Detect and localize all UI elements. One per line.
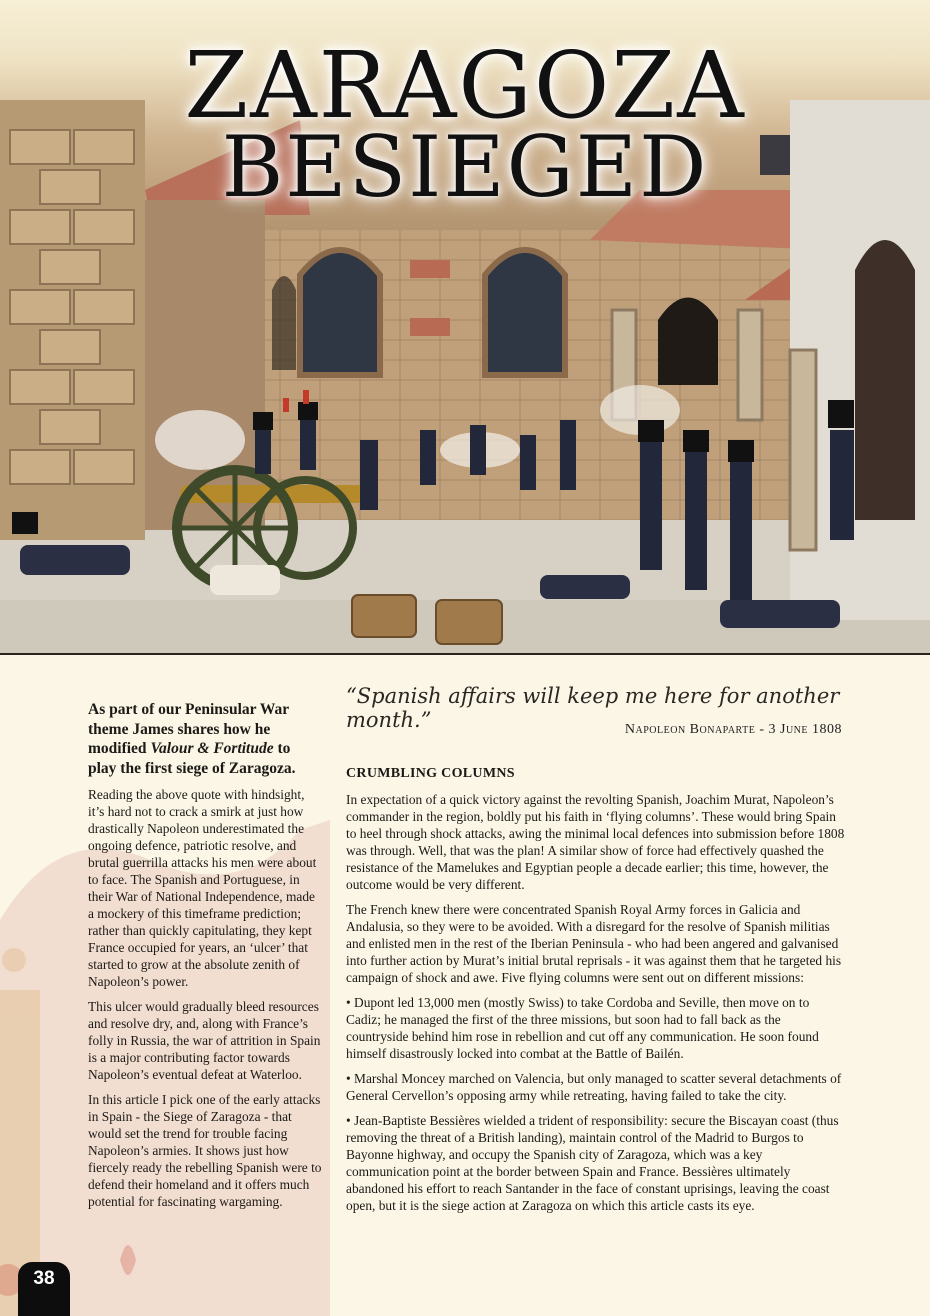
right-paragraph: In expectation of a quick victory against the revolting Spanish, Joachim Murat, Napoleon’s commander in the region, boldly put his faith in ‘flying columns’. These would bring Spain to heel through shock attacks, awing the minimal local defences into submission before 1808 was through. Well, that was the plan! A similar show of force had effectively quashed the resistance of the Mamelukes and Egyptian people a decade earlier; this time, however, the outcome would be very different. [346, 792, 845, 892]
intro-game-title: Valour & Fortitude [150, 740, 274, 757]
left-paragraph: In this article I pick one of the early attacks in Spain - the Siege of Zaragoza - that would set the trend for trouble facing Napoleon’s armies. It shows just how fiercely ready the rebelling Spanish were to defend their homeland and it offers much potential for fascinating wargaming. [88, 1092, 322, 1209]
page-number: 38 [18, 1262, 70, 1316]
left-paragraph: This ulcer would gradually bleed resources and resolve dry, and, along with France’s folly in Russia, the war of attrition in Spain is a major contributing factor towards Napoleon’s eventual defeat at Waterloo. [88, 999, 321, 1082]
pull-quote: “Spanish affairs will keep me here for another month.” [346, 684, 840, 732]
right-paragraph: The French knew there were concentrated Spanish Royal Army forces in Galicia and Andalusia, so they were to be avoided. With a disregard for the resolve of Spanish militias and enlisted men in the rest of the Iberian Peninsula - who had been angered and galvanised into further action by Murat’s initial brutal reprisals - it was against them that he targeted his campaign of shock and awe. Five flying columns were sent out on different missions: [346, 902, 842, 985]
title-line-2: BESIEGED [221, 118, 709, 216]
intro-text-2: to play the first siege of Zaragoza. [88, 740, 296, 777]
title-line-1: ZARAGOZA [184, 32, 746, 139]
bullet-paragraph: • Marshal Moncey marched on Valencia, but only managed to scatter several detachments of General Cervellon’s opposing army while retreating, having failed to take the city. [346, 1071, 842, 1103]
left-paragraph: Reading the above quote with hindsight, it’s hard not to crack a smirk at just how drastically Napoleon underestimated the ongoing defence, patriotic resolve, and brutal guerrilla attacks his men were about to face. The Spanish and Portuguese, in their War of National Independence, made a mockery of this timeframe prediction; rather than quickly capitulating, they kept France occupied for years, an ‘ulcer’ that started to grow at the absolute zenith of Napoleon’s power. [88, 787, 317, 989]
bullet-paragraph: • Dupont led 13,000 men (mostly Swiss) to take Cordoba and Seville, then move on to Cadiz; he managed the first of the three missions, but soon had to fall back as the countryside behind him rose in rebellion and cut off any communication. He soon found himself disastrously locked into combat at the Battle of Bailén. [346, 995, 819, 1061]
hero-divider [0, 653, 930, 655]
intro-standfirst [88, 700, 313, 778]
left-column [88, 786, 323, 1218]
intro-text-1: As part of our Peninsular War theme James shares how he modified [88, 701, 289, 757]
right-column [346, 791, 846, 1222]
bullet-paragraph: • Jean-Baptiste Bessières wielded a trident of responsibility: secure the Biscayan coast (thus removing the threat of a British landing), maintain control of the Madrid to Burgos to Bayonne highway, and occupy the Spanish city of Zaragoza, which was a key communication point at the border between Spain and France. Bessières ultimately abandoned his effort to reach Santander in the face of constant uprisings, leaving the coast open, but it is the siege action at Zaragoza on which this article casts its eye. [346, 1113, 839, 1213]
hero-image [0, 0, 930, 655]
quote-attribution: Napoleon Bonaparte - 3 June 1808 [624, 722, 842, 737]
section-heading: CRUMBLING COLUMNS [346, 766, 515, 781]
